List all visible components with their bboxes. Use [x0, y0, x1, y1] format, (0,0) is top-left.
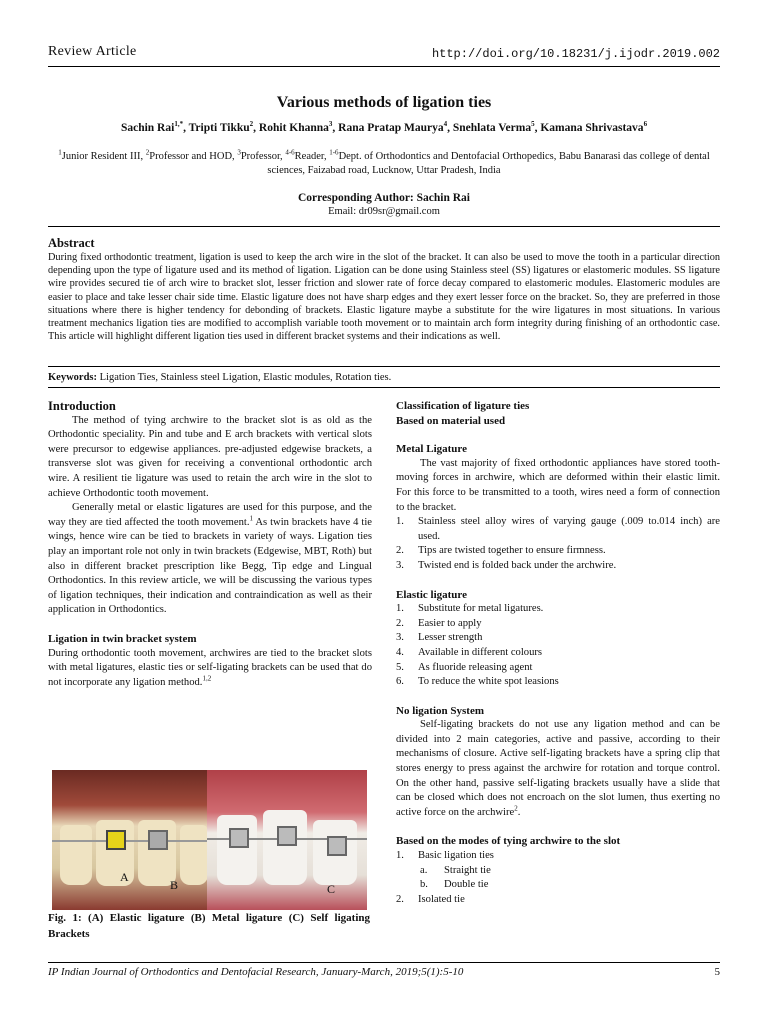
running-header	[48, 44, 720, 67]
paragraph-text: As twin brackets have 4 tie wings, hence wire can be tied to brackets in variety of ways. Ligation ties play an important role not only in twin brackets (Edgewise, MBT, Roth) but also in different bracket prescription like Begg, Tip edge and Lingual Orthodontics. In this review article, we will be discussing the various types of ligation techniques, their indication and contraindication as well as their application in Orthodontics.	[48, 516, 372, 616]
subsection-heading: Classification of ligature ties	[396, 400, 530, 412]
list-number: 2.	[396, 893, 404, 905]
author-name: Tripti Tikku	[188, 122, 250, 134]
list-text: Stainless steel alloy wires of varying gauge (.009 to.014 inch) are used.	[418, 516, 720, 542]
list-text: Isolated tie	[418, 893, 465, 905]
list-text: To reduce the white spot leasions	[418, 676, 559, 688]
list-text: Easier to apply	[418, 617, 482, 629]
list-item	[396, 544, 720, 559]
author-name: Snehlata Verma	[452, 122, 532, 134]
modes-sublist	[396, 864, 720, 893]
list-item	[396, 602, 720, 617]
author-sup: 5	[531, 120, 535, 129]
page-number: 5	[714, 966, 720, 978]
list-number: 2.	[396, 617, 404, 629]
author-name: Rohit Khanna	[258, 122, 329, 134]
paragraph	[396, 718, 720, 820]
self-ligating-bracket	[327, 836, 347, 856]
running-footer	[48, 962, 720, 978]
list-item	[396, 646, 720, 661]
subsection-heading: Based on material used	[396, 414, 506, 427]
paragraph: The method of tying archwire to the bracket slot is as old as the Orthodontic speciality. Pin and tube and E arch brackets with vertical slots were precursor to edgewise appliances. pre-adjusted edgewise brackets, a transverse slot was given for receiving a conventional orthodontic arch wire. A resilient tie ligature was used to retain the arch wire in the slot to achieve Orthodontic tooth movement.	[48, 414, 372, 499]
modes-list	[396, 849, 720, 864]
photo-self-ligating	[207, 770, 367, 910]
journal-citation: IP Indian Journal of Orthodontics and Dentofacial Research, January-March, 2019;5(1):5-10	[48, 966, 464, 978]
author-sup: 4	[443, 120, 448, 129]
list-text: Double tie	[444, 879, 489, 891]
elastic-ligature-list	[396, 602, 720, 690]
list-text: Lesser strength	[418, 632, 483, 644]
list-number: 1.	[396, 516, 404, 528]
doi-link[interactable]: http://doi.org/10.18231/j.ijodr.2019.002	[431, 47, 720, 61]
list-text: Tips are twisted together to ensure firmness.	[418, 545, 606, 557]
list-item	[396, 675, 720, 690]
affil-text: Professor and HOD,	[149, 151, 238, 162]
list-item	[396, 849, 720, 864]
list-item	[396, 515, 720, 544]
list-item	[396, 878, 720, 893]
list-text: Substitute for metal ligatures.	[418, 603, 544, 615]
left-column	[48, 399, 372, 690]
section-label: Review Article	[48, 44, 137, 59]
author-name: Rana Pratap Maurya	[338, 122, 444, 134]
list-number: 5.	[396, 661, 404, 673]
list-number: 1.	[396, 850, 404, 862]
subsection-heading: Metal Ligature	[396, 443, 467, 456]
paragraph-text: During orthodontic tooth movement, archwires are tied to the bracket slots with metal ligatures, elastic ties or self-ligating brackets can be used that do not incorporate any ligation method.	[48, 647, 372, 688]
list-text: Available in different colours	[418, 646, 543, 658]
affil-sup: 2	[145, 148, 150, 157]
list-item	[396, 617, 720, 632]
list-number: 4.	[396, 646, 404, 658]
figure-1	[52, 770, 367, 910]
photo-elastic-metal-ligature	[52, 770, 207, 910]
keywords-text: Ligation Ties, Stainless steel Ligation, Elastic modules, Rotation ties.	[97, 372, 392, 383]
list-item	[396, 559, 720, 574]
affil-text: Dept. of Orthodontics and Dentofacial Orthopedics, Babu Banarasi das college of dental sciences, Faizabad road, Lucknow, Uttar Pradesh, India	[267, 151, 710, 176]
figure-label-a: A	[120, 870, 129, 884]
list-number: 3.	[396, 559, 404, 571]
self-ligating-bracket	[229, 828, 249, 848]
paragraph-text: .	[517, 806, 521, 818]
figure-label-b: B	[170, 878, 179, 892]
citation: 1	[249, 514, 253, 523]
list-text: Twisted end is folded back under the archwire.	[418, 559, 617, 571]
section-heading: Introduction	[48, 399, 116, 413]
affil-text: Junior Resident III,	[61, 151, 146, 162]
author-name: Kamana Shrivastava	[540, 122, 644, 134]
affil-sup: 1	[58, 148, 62, 157]
affil-sup: 3	[237, 148, 241, 157]
list-item	[396, 631, 720, 646]
list-item	[396, 661, 720, 676]
right-column	[396, 399, 720, 907]
list-letter: a.	[420, 864, 428, 876]
paragraph	[48, 647, 372, 691]
author-sup: 3	[328, 120, 333, 129]
list-text: Basic ligation ties	[418, 850, 494, 862]
paragraph	[48, 501, 372, 618]
divider	[48, 366, 720, 367]
divider	[48, 226, 720, 227]
author-sup: 2	[249, 120, 254, 129]
list-letter: b.	[420, 879, 428, 891]
paragraph: The vast majority of fixed orthodontic appliances have stored tooth-moving forces in archwire, which are deformed within their elastic limit. For this force to be transmitted to a tooth, wires need a form of connection to the bracket.	[396, 457, 720, 513]
subsection-heading: Elastic ligature	[396, 588, 467, 601]
subsection-heading: No ligation System	[396, 704, 484, 717]
figure-label-c: C	[327, 882, 336, 896]
affil-sup: 4-6	[285, 148, 295, 157]
modes-list	[396, 893, 720, 908]
list-text: Straight tie	[444, 864, 491, 876]
affiliations	[48, 150, 720, 178]
corresponding-author: Corresponding Author: Sachin Rai	[297, 192, 470, 204]
keywords	[48, 372, 391, 383]
list-number: 1.	[396, 603, 404, 615]
affil-text: Professor,	[240, 151, 286, 162]
affil-text: Reader,	[294, 151, 330, 162]
affil-sup: 1-6	[329, 148, 339, 157]
figure-caption: Fig. 1: (A) Elastic ligature (B) Metal ligature (C) Self ligating Brackets	[48, 912, 370, 940]
list-number: 2.	[396, 545, 404, 557]
metal-ligature-bracket	[148, 830, 168, 850]
author-sup: 6	[643, 120, 648, 129]
elastic-ligature-bracket	[106, 830, 126, 850]
subsection-heading: Ligation in twin bracket system	[48, 632, 197, 645]
list-item	[396, 893, 720, 908]
abstract-heading: Abstract	[48, 236, 95, 250]
list-number: 3.	[396, 632, 404, 644]
metal-ligature-list	[396, 515, 720, 573]
citation: 1,2	[202, 674, 212, 683]
paper-title: Various methods of ligation ties	[276, 94, 492, 111]
paragraph-text: Self-ligating brackets do not use any ligation method and can be divided into 2 main categories, active and passive, according to their mechanisms of closure. Active self-ligating brackets have a spring clip that stores energy to press against the archwire for rotation and torque control. On the other hand, passive self-ligating brackets usually have a slide that can be closed which does not encroach on the slot lumen, thus exerting no active force on the archwire	[396, 719, 720, 818]
list-number: 6.	[396, 676, 404, 688]
list-text: As fluoride releasing agent	[418, 661, 533, 673]
author-name: Sachin Rai	[120, 122, 175, 134]
divider	[48, 387, 720, 388]
keywords-label: Keywords:	[48, 372, 97, 383]
paragraph-text: Generally metal or elastic ligatures are used for this purpose, and the way they are tied affected the tooth movement.	[48, 502, 372, 528]
citation: 2	[514, 804, 518, 813]
subsection-heading: Based on the modes of tying archwire to the slot	[396, 835, 621, 848]
author-list: Sachin Rai$^{1,*}$, Tripti Tikku$^2$, Rohit Khanna$^3$, Rana Pratap Maurya$^4$, Snehlata Verma$^5$, Kamana Shrivastava$^6$	[120, 120, 648, 134]
corresponding-email[interactable]: Email: dr09sr@gmail.com	[328, 206, 440, 217]
list-item	[396, 864, 720, 879]
self-ligating-bracket	[277, 826, 297, 846]
author-sup: 1,*	[174, 120, 184, 129]
abstract-text: During fixed orthodontic treatment, ligation is used to keep the arch wire in the slot of the bracket. It can also be used to move the tooth in a particular direction depending upon the type of ligature used and its method of ligation. Ligation can be done using Stainless steel (SS) ligatures or elastomeric modules. SS ligature wire provides secured tie of arch wire to bracket slot, lesser friction and slower rate of force decay compared to elastomeric modules. Elastomeric modules are easier to place and take lesser chair side time. Elastic ligature does not have sharp edges and they exert lesser force on the bracket. So, they are preferred in those situations where there is higher tendency for debonding of brackets. Elastic ligature maybe a substitute for the wire ligatures in most situations. In various treatment mechanics ligation ties are modified to accomplish variable tooth movement or to maintain arch form integrity during finishing of an orthodontic case. This article will highlight different ligation ties used in different bracket systems and their indications as well.	[48, 252, 720, 343]
